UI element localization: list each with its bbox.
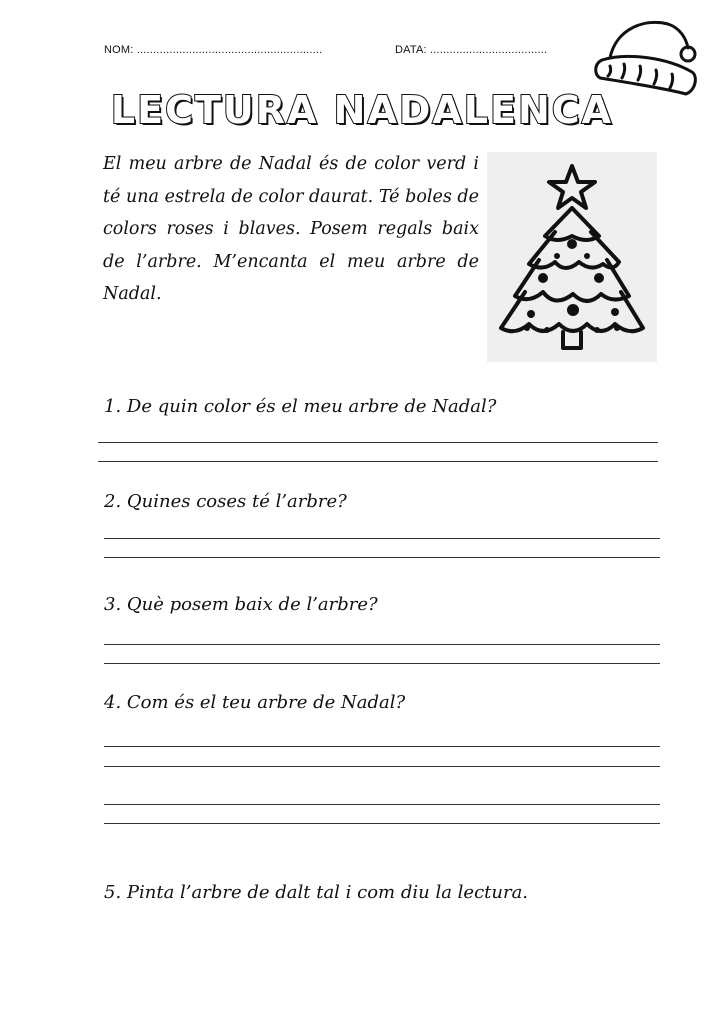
answer-line[interactable] xyxy=(104,538,660,539)
reading-passage: El meu arbre de Nadal és de color verd i té una estrela de color daurat. Té boles de colors roses i blaves. Posem regals baix de l’arbre. M’encanta el meu arbre de Nadal. xyxy=(103,154,479,304)
answer-line[interactable] xyxy=(98,461,658,462)
question-3: 3. Què posem baix de l’arbre? xyxy=(104,594,378,615)
question-4: 4. Com és el teu arbre de Nadal? xyxy=(104,692,406,713)
answer-line[interactable] xyxy=(104,644,660,645)
answer-line[interactable] xyxy=(104,557,660,558)
name-field-label: NOM: ......................................................... xyxy=(104,44,323,56)
answer-line[interactable] xyxy=(104,746,660,747)
tree-image-frame xyxy=(487,152,657,362)
worksheet-title: LECTURA NADALENCA xyxy=(110,88,614,132)
answer-line[interactable] xyxy=(98,442,658,443)
date-field-label: DATA: .................................... xyxy=(395,44,548,56)
answer-line[interactable] xyxy=(104,766,660,767)
answer-line[interactable] xyxy=(104,663,660,664)
question-2: 2. Quines coses té l’arbre? xyxy=(104,491,347,512)
christmas-tree-icon xyxy=(487,152,657,362)
question-1: 1. De quin color és el meu arbre de Nadal? xyxy=(104,396,497,417)
question-5: 5. Pinta l’arbre de dalt tal i com diu la lectura. xyxy=(104,882,529,903)
answer-line[interactable] xyxy=(104,804,660,805)
answer-line[interactable] xyxy=(104,823,660,824)
